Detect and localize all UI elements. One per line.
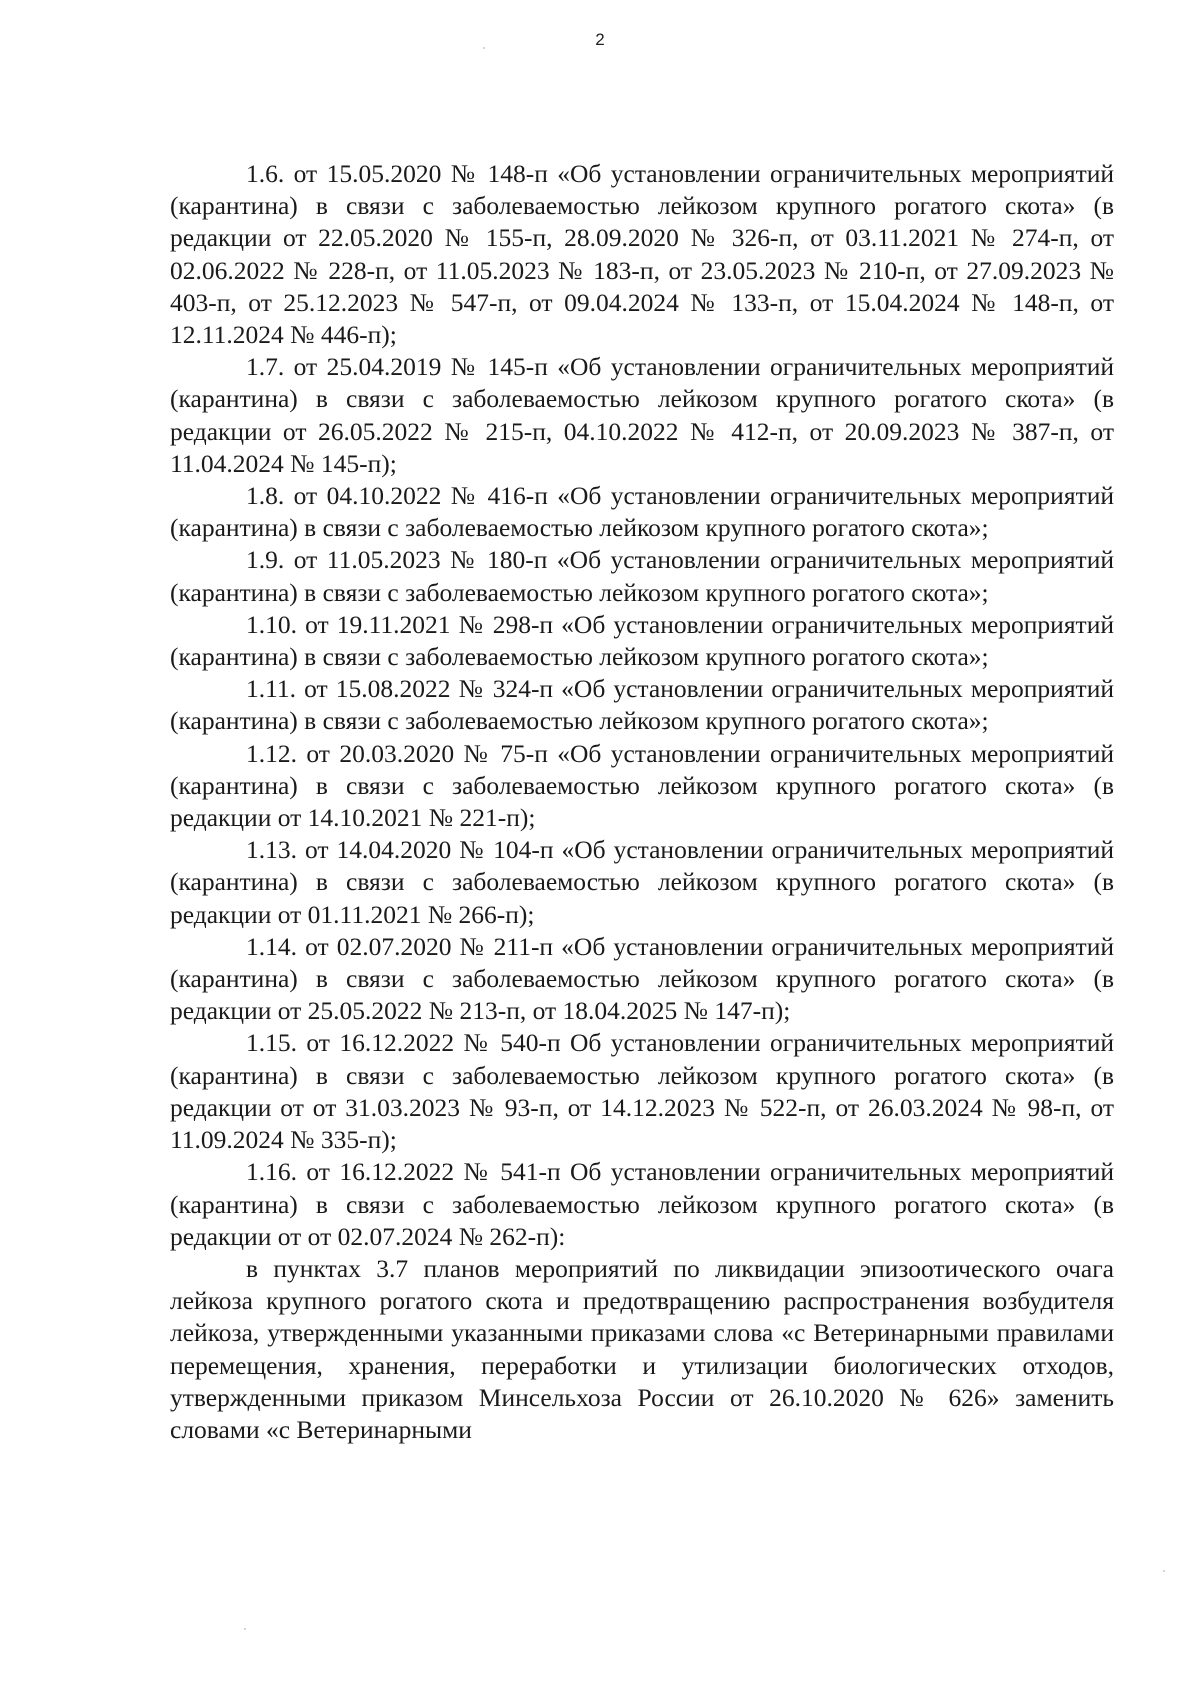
list-item-1-6: 1.6. от 15.05.2020 № 148-п «Об установлении ограничительных мероприятий (карантина) в связи с заболеваемостью лейкозом крупного рогатого скота» (в редакции от 22.05.2020 № 155-п, 28.09.2020 № 326-п, от 03.11.2021 № 274-п, от 02.06.2022 № 228-п, от 11.05.2023 № 183-п, от 23.05.2023 № 210-п, от 27.09.2023 № 403-п, от 25.12.2023 № 547-п, от 09.04.2024 № 133-п, от 15.04.2024 № 148-п, от 12.11.2024 № 446-п);	[170, 159, 1114, 350]
list-item-1-10: 1.10. от 19.11.2021 № 298-п «Об установлении ограничительных мероприятий (карантина) в связи с заболеваемостью лейкозом крупного рогатого скота»;	[170, 609, 1114, 672]
document-body	[170, 158, 1114, 1446]
scan-speck	[483, 47, 485, 49]
page-number: 2	[595, 30, 605, 49]
scan-speck	[1163, 1570, 1165, 1572]
scan-speck	[244, 1628, 246, 1630]
list-item-1-9: 1.9. от 11.05.2023 № 180-п «Об установлении ограничительных мероприятий (карантина) в связи с заболеваемостью лейкозом крупного рогатого скота»;	[170, 545, 1114, 607]
list-item-1-14: 1.14. от 02.07.2020 № 211-п «Об установлении ограничительных мероприятий (карантина) в связи с заболеваемостью лейкозом крупного рогатого скота» (в редакции от 25.05.2022 № 213-п, от 18.04.2025 № 147-п);	[170, 931, 1114, 1026]
list-item-1-11: 1.11. от 15.08.2022 № 324-п «Об установлении ограничительных мероприятий (карантина) в связи с заболеваемостью лейкозом крупного рогатого скота»;	[170, 674, 1114, 736]
list-item-1-16: 1.16. от 16.12.2022 № 541-п Об установлении ограничительных мероприятий (карантина) в связи с заболеваемостью лейкозом крупного рогатого скота» (в редакции от от 02.07.2024 № 262-п):	[170, 1157, 1114, 1251]
list-item-1-7: 1.7. от 25.04.2019 № 145-п «Об установлении ограничительных мероприятий (карантина) в связи с заболеваемостью лейкозом крупного рогатого скота» (в редакции от 26.05.2022 № 215-п, 04.10.2022 № 412-п, от 20.09.2023 № 387-п, от 11.04.2024 № 145-п);	[170, 352, 1114, 478]
list-item-1-8: 1.8. от 04.10.2022 № 416-п «Об установлении ограничительных мероприятий (карантина) в связи с заболеваемостью лейкозом крупного рогатого скота»;	[170, 481, 1114, 543]
list-item-1-12: 1.12. от 20.03.2020 № 75-п «Об установлении ограничительных мероприятий (карантина) в связи с заболеваемостью лейкозом крупного рогатого скота» (в редакции от 14.10.2021 № 221-п);	[170, 738, 1114, 833]
list-item-1-15: 1.15. от 16.12.2022 № 540-п Об установлении ограничительных мероприятий (карантина) в связи с заболеваемостью лейкозом крупного рогатого скота» (в редакции от от 31.03.2023 № 93-п, от 14.12.2023 № 522-п, от 26.03.2024 № 98-п, от 11.09.2024 № 335-п);	[170, 1028, 1114, 1155]
list-item-1-13: 1.13. от 14.04.2020 № 104-п «Об установлении ограничительных мероприятий (карантина) в связи с заболеваемостью лейкозом крупного рогатого скота» (в редакции от 01.11.2021 № 266-п);	[170, 835, 1114, 929]
amendment-paragraph: в пунктах 3.7 планов мероприятий по ликвидации эпизоотического очага лейкоза крупного рогатого скота и предотвращению распространения возбудителя лейкоза, утвержденными указанными приказами слова «с Ветеринарными правилами перемещения, хранения, переработки и утилизации биологических отходов, утвержденными приказом Минсельхоза России от 26.10.2020 № 626» заменить словами «с Ветеринарными	[170, 1253, 1114, 1444]
